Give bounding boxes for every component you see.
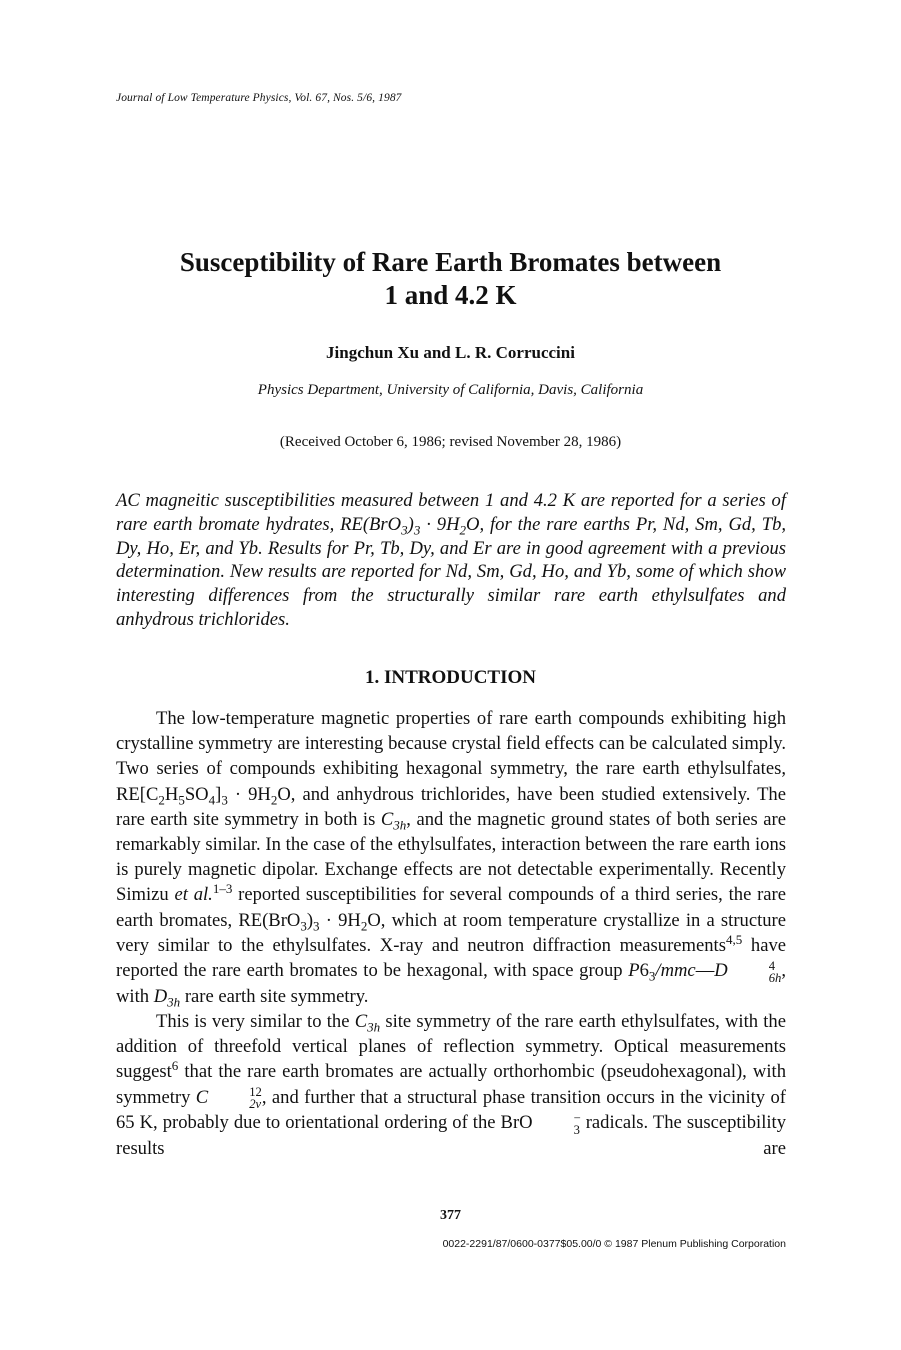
section-heading: 1. INTRODUCTION bbox=[364, 667, 537, 688]
authors: Jingchun Xu and L. R. Corruccini bbox=[326, 343, 575, 362]
received-dates: (Received October 6, 1986; revised November 28, 1986) bbox=[279, 434, 622, 450]
affiliation: Physics Department, University of California, Davis, California bbox=[257, 382, 644, 398]
reference-1-3: 1–3 bbox=[212, 881, 233, 897]
body-text bbox=[116, 706, 786, 1161]
reference-4-5: 4,5 bbox=[725, 931, 743, 947]
abstract: AC magneitic susceptibilities measured between 1 and 4.2 K are reported for a series of rare earth bromate hydrates, $RE(BrO_3)_3 \cdot 9H_2O$, for the rare earths Pr, Nd, Sm, Gd, Tb, Dy, Ho, Er, and Yb. Results for Pr, Tb, Dy, and Er are in good agreement with a previous determination. New results are reported for Nd, Sm, Gd, Ho, and Yb, some of which show interesting differences from the structurally similar rare earth ethylsulfates and anhydrous trichlorides. bbox=[116, 490, 787, 630]
paper-title bbox=[0, 246, 901, 312]
paragraph-1: The low-temperature magnetic properties of rare earth compounds exhibiting high crystalline symmetry are interesting because crystal field effects can be calculated simply. Two series of compounds exhibiting hexagonal symmetry, the rare earth ethylsulfates, $RE[C_2H_5SO_4]_3 \cdot 9H_2O$, and anhydrous trichlorides, have been studied extensively. The rare earth site symmetry in both is $C_{3h}$, and the magnetic ground states of both series are remarkably similar. In the case of the ethylsulfates, interaction between the rare earth ions is purely magnetic dipolar. Exchange effects are not detectable experimentally. Recently Simizu et al.$^{1-3}$ reported susceptibilities for several compounds of a third series, the rare earth bromates, $RE(BrO_3)_3 \cdot 9H_2O$, which at room temperature crystallize in a structure very similar to the ethylsulfates. X-ray and neutron diffraction measurements$^{4,5}$ have reported the rare earth bromates to be hexagonal, with space group $P6_3/mmc—D$ 4 6h , with $D_{3h}$ rare earth site symmetry. bbox=[116, 708, 786, 1010]
copyright-line: 0022-2291/87/0600-0377$05.00/0 © 1987 Plenum Publishing Corporation bbox=[442, 1238, 786, 1250]
paragraph-2: This is very similar to the $C_{3h}$ site symmetry of the rare earth ethylsulfates, with the addition of threefold vertical planes of reflection symmetry. Optical measurements suggest$^6$ that the rare earth bromates are actually orthorhombic (pseudohexagonal), with symmetry C 12 2v , and further that a structural phase transition occurs in the vicinity of 65 K, probably due to orientational ordering of the BrO − 3 radicals. The susceptibility results are bbox=[116, 1010, 786, 1160]
title-line-2: 1 and 4.2 K bbox=[384, 280, 517, 310]
title-line-1: Susceptibility of Rare Earth Bromates between bbox=[179, 247, 722, 277]
page-number: 377 bbox=[440, 1208, 461, 1223]
journal-citation: Journal of Low Temperature Physics, Vol. 67, Nos. 5/6, 1987 bbox=[116, 92, 402, 104]
reference-6: 6 bbox=[171, 1058, 179, 1074]
